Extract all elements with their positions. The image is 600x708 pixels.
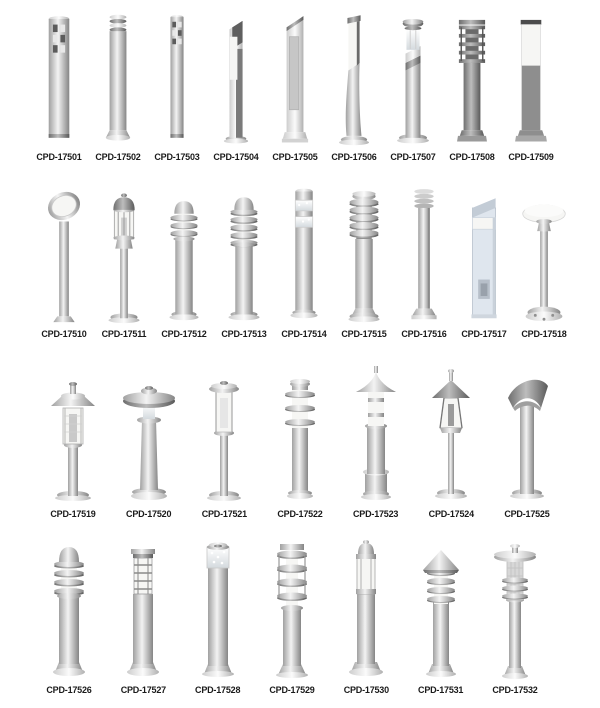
lamp-photo — [274, 176, 334, 326]
product-cell — [502, 3, 560, 162]
product-code: CPD-17519 — [50, 509, 96, 519]
lamp-photo — [259, 532, 325, 682]
product-cell — [267, 356, 333, 519]
lamp-photo — [482, 532, 548, 682]
product-code: CPD-17532 — [492, 685, 538, 695]
lamp-photo — [514, 176, 574, 326]
product-cell — [116, 356, 182, 519]
product-cell — [34, 176, 94, 339]
product-cell — [94, 176, 154, 339]
product-code: CPD-17511 — [101, 329, 147, 339]
lamp-photo — [333, 532, 399, 682]
product-cell — [191, 356, 257, 519]
product-cell — [333, 532, 399, 695]
product-code: CPD-17501 — [36, 152, 82, 162]
lamp-photo — [89, 3, 147, 149]
product-cell — [384, 3, 442, 162]
product-cell — [185, 532, 251, 695]
lamp-photo — [185, 532, 251, 682]
product-code: CPD-17518 — [521, 329, 567, 339]
product-cell — [454, 176, 514, 339]
product-cell — [514, 176, 574, 339]
product-cell — [334, 176, 394, 339]
product-cell — [207, 3, 265, 162]
product-code: CPD-17521 — [201, 509, 247, 519]
lamp-photo — [148, 3, 206, 149]
catalog-row-3 — [40, 356, 560, 519]
product-cell — [394, 176, 454, 339]
product-code: CPD-17509 — [508, 152, 554, 162]
product-code: CPD-17507 — [390, 152, 436, 162]
lamp-photo — [408, 532, 474, 682]
product-cell — [494, 356, 560, 519]
lamp-photo — [343, 356, 409, 506]
product-code: CPD-17505 — [272, 152, 318, 162]
product-code: CPD-17524 — [428, 509, 474, 519]
lamp-photo — [36, 532, 102, 682]
lamp-photo — [443, 3, 501, 149]
product-code: CPD-17504 — [213, 152, 259, 162]
lamp-photo — [110, 532, 176, 682]
lamp-photo — [418, 356, 484, 506]
product-code: CPD-17512 — [161, 329, 207, 339]
product-cell — [325, 3, 383, 162]
lamp-photo — [502, 3, 560, 149]
product-cell — [259, 532, 325, 695]
product-code: CPD-17520 — [126, 509, 172, 519]
product-code: CPD-17514 — [281, 329, 327, 339]
lamp-photo — [40, 356, 106, 506]
lamp-photo — [191, 356, 257, 506]
lamp-photo — [494, 356, 560, 506]
product-code: CPD-17515 — [341, 329, 387, 339]
product-cell — [443, 3, 501, 162]
catalog-row-1 — [30, 3, 560, 162]
product-code: CPD-17523 — [353, 509, 399, 519]
product-code: CPD-17530 — [343, 685, 389, 695]
product-cell — [482, 532, 548, 695]
lamp-photo — [394, 176, 454, 326]
product-code: CPD-17503 — [154, 152, 200, 162]
product-cell — [148, 3, 206, 162]
catalog-row-2 — [34, 176, 567, 339]
lamp-photo — [207, 3, 265, 149]
lamp-photo — [214, 176, 274, 326]
catalog-row-4 — [36, 532, 548, 695]
product-code: CPD-17502 — [95, 152, 141, 162]
lamp-photo — [116, 356, 182, 506]
lamp-photo — [94, 176, 154, 326]
product-cell — [266, 3, 324, 162]
lamp-photo — [34, 176, 94, 326]
product-cell — [418, 356, 484, 519]
lamp-photo — [267, 356, 333, 506]
product-code: CPD-17529 — [269, 685, 315, 695]
product-cell — [408, 532, 474, 695]
product-code: CPD-17510 — [41, 329, 87, 339]
product-cell — [30, 3, 88, 162]
product-cell — [274, 176, 334, 339]
product-cell — [36, 532, 102, 695]
lamp-photo — [266, 3, 324, 149]
product-code: CPD-17526 — [46, 685, 92, 695]
product-code: CPD-17516 — [401, 329, 447, 339]
product-code: CPD-17525 — [504, 509, 550, 519]
product-code: CPD-17522 — [277, 509, 323, 519]
product-cell — [110, 532, 176, 695]
product-code: CPD-17527 — [120, 685, 166, 695]
lamp-photo — [154, 176, 214, 326]
product-code: CPD-17508 — [449, 152, 495, 162]
product-code: CPD-17517 — [461, 329, 507, 339]
product-code: CPD-17513 — [221, 329, 267, 339]
lamp-photo — [454, 176, 514, 326]
product-code: CPD-17528 — [195, 685, 241, 695]
product-code: CPD-17506 — [331, 152, 377, 162]
product-cell — [214, 176, 274, 339]
lamp-photo — [30, 3, 88, 149]
product-cell — [154, 176, 214, 339]
lamp-photo — [384, 3, 442, 149]
product-cell — [40, 356, 106, 519]
lamp-photo — [325, 3, 383, 149]
lamp-photo — [334, 176, 394, 326]
product-code: CPD-17531 — [418, 685, 464, 695]
product-cell — [343, 356, 409, 519]
product-cell — [89, 3, 147, 162]
